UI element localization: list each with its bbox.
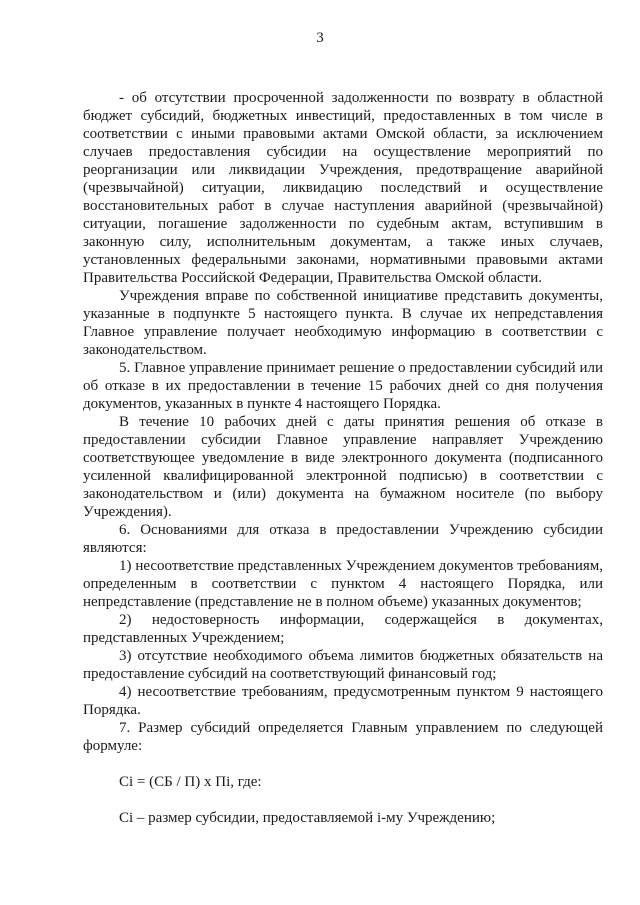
paragraph-refusal-notice: В течение 10 рабочих дней с даты принятия решения об отказе в предоставлении субсидии Главное управление направляет Учреждению соответствующее уведомление в виде электронного документа (подписанного усиленной квалифицированной электронной подписью) в соответствии с законодательством и (или) документа на бумажном носителе (по выбору Учреждения).	[83, 414, 603, 520]
definition-ci: Сi – размер субсидии, предоставляемой i-му Учреждению;	[119, 810, 496, 826]
paragraph-reason-3: 3) отсутствие необходимого объема лимитов бюджетных обязательств на предоставление субсидий на соответствующий финансовый год;	[83, 648, 603, 682]
spacer	[83, 755, 603, 773]
paragraph-reason-1: 1) несоответствие представленных Учреждением документов требованиям, определенным в соответствии с пунктом 4 настоящего Порядка, или непредставление (представление не в полном объеме) указанных документов;	[83, 558, 603, 610]
spacer	[83, 791, 603, 809]
page-number: 3	[316, 30, 324, 46]
paragraph-reason-4: 4) несоответствие требованиям, предусмотренным пунктом 9 настоящего Порядка.	[83, 684, 603, 718]
paragraph-reason-2: 2) недостоверность информации, содержащейся в документах, представленных Учреждением;	[83, 612, 603, 646]
paragraph-own-initiative: Учреждения вправе по собственной инициативе представить документы, указанные в подпункте 5 настоящего пункта. В случае их непредставления Главное управление получает необходимую информацию в соответствии с законодательством.	[83, 288, 603, 358]
paragraph-item-5: 5. Главное управление принимает решение о предоставлении субсидий или об отказе в их предоставлении в течение 15 рабочих дней со дня получения документов, указанных в пункте 4 настоящего Порядка.	[83, 360, 603, 412]
paragraph-no-debt: - об отсутствии просроченной задолженности по возврату в областной бюджет субсидий, бюджетных инвестиций, предоставленных в том числе в соответствии с иными правовыми актами Омской области, за исключением случаев предоставления субсидии на осуществление мероприятий по реорганизации или ликвидации Учреждения, предотвращение аварийной (чрезвычайной) ситуации, ликвидацию последствий и осуществление восстановительных работ в случае наступления аварийной (чрезвычайной) ситуации, погашение задолженности по судебным актам, вступившим в законную силу, исполнительным документам, а также иных случаев, установленных федеральными законами, нормативными правовыми актами Правительства Российской Федерации, Правительства Омской области.	[83, 90, 603, 286]
paragraph-item-6: 6. Основаниями для отказа в предоставлении Учреждению субсидии являются:	[83, 522, 603, 556]
document-body	[83, 89, 603, 827]
paragraph-item-7: 7. Размер субсидий определяется Главным управлением по следующей формуле:	[83, 720, 603, 754]
formula: Сi = (СБ / П) х Пi, где:	[119, 774, 262, 790]
